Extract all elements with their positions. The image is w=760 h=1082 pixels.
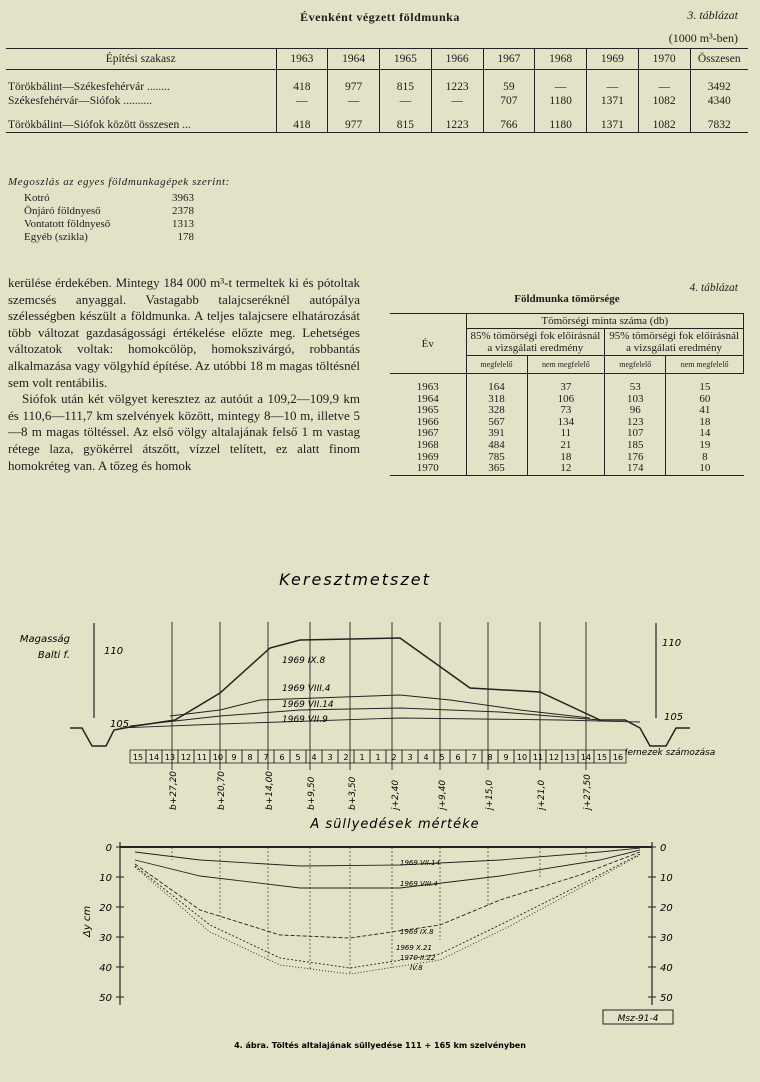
- table3: [6, 48, 748, 133]
- distribution-heading: Megoszlás az egyes földmunkagépek szerint:: [8, 176, 230, 188]
- table3-cell: 977: [328, 80, 380, 94]
- plate-number: 7: [471, 753, 477, 762]
- table3-header-cell: 1967: [483, 49, 535, 70]
- dy-tick-label-left: 30: [99, 933, 112, 944]
- dy-tick-label-left: 10: [99, 873, 112, 884]
- distribution-label: Egyéb (szikla): [24, 231, 88, 243]
- table-row: [390, 440, 744, 452]
- table4-cell: 134: [527, 417, 605, 429]
- table4-cell: 106: [527, 394, 605, 406]
- figure-title: Keresztmetszet: [279, 570, 431, 589]
- table4-cell: 15: [666, 382, 744, 394]
- plate-number: 3: [327, 753, 333, 762]
- plate-number: 10: [212, 753, 224, 762]
- plate-number: 13: [164, 753, 176, 762]
- table3-cell: Törökbálint—Siófok között összesen ...: [6, 118, 276, 133]
- table3-header-cell: Összesen: [690, 49, 748, 70]
- plates-label: lemezek számozása: [625, 748, 716, 758]
- plate-number: 10: [516, 753, 528, 762]
- list-item: [24, 218, 194, 231]
- table4-cell: 96: [605, 405, 666, 417]
- settlement-curve: [135, 854, 640, 968]
- table4-cell: 18: [666, 417, 744, 429]
- plate-number: 14: [148, 753, 160, 762]
- station-label: b+9,50: [307, 776, 317, 810]
- table3-cell: 1082: [638, 118, 690, 133]
- dy-tick-label-right: 20: [660, 903, 673, 914]
- body-text: [8, 275, 360, 474]
- table4-cell: 567: [466, 417, 527, 429]
- table3-cell: 4340: [690, 94, 748, 108]
- dy-tick-label-right: 40: [660, 963, 673, 974]
- table4-cell: 785: [466, 452, 527, 464]
- table-row: [6, 80, 748, 94]
- station-label: j+9,40: [438, 779, 448, 810]
- curve-label: 1969 VIII.4: [400, 880, 438, 888]
- table3-cell: —: [380, 94, 432, 108]
- table4-cell: 1965: [416, 404, 439, 417]
- table4-cell: 318: [466, 394, 527, 406]
- table3-cell: 815: [380, 118, 432, 133]
- distribution-value: 3963: [172, 192, 194, 204]
- plate-number: 1: [375, 753, 381, 762]
- station-label: j+27,50: [583, 774, 593, 810]
- plate-numbering-row: [130, 750, 626, 763]
- table4-cell: 391: [466, 428, 527, 440]
- curve-label: 1970 II.22: [400, 954, 436, 962]
- plate-number: 9: [231, 753, 237, 762]
- table3-cell: 1180: [535, 118, 587, 133]
- dy-tick-label-left: 20: [99, 903, 112, 914]
- table3-cell: —: [328, 94, 380, 108]
- table4-cell: 164: [466, 382, 527, 394]
- figure-caption: 4. ábra. Töltés altalajának süllyedése 111 + 165 km szelvényben: [234, 1041, 526, 1050]
- plate-number: 8: [487, 753, 493, 762]
- plate-number: 14: [580, 753, 592, 762]
- settlement-curve: [135, 855, 640, 974]
- layer-label: 1969 VIII.4: [282, 684, 331, 694]
- table4-ok-header: megfelelő: [605, 356, 666, 374]
- elev-105-left: 105: [110, 719, 130, 730]
- plate-number: 6: [455, 753, 461, 762]
- table3-header-cell: 1968: [535, 49, 587, 70]
- table3-title: Évenként végzett földmunka: [300, 10, 460, 24]
- table3-cell: 1371: [587, 118, 639, 133]
- table4-notok-header: nem megfelelő: [527, 356, 605, 374]
- plate-number: 11: [532, 753, 544, 762]
- table3-header-cell: 1964: [328, 49, 380, 70]
- table4-cell: 14: [666, 428, 744, 440]
- plate-number: 9: [503, 753, 509, 762]
- plate-number: 4: [423, 753, 429, 762]
- plate-number: 8: [247, 753, 253, 762]
- plate-number: 15: [596, 753, 608, 762]
- dy-label: Δy cm: [82, 905, 93, 937]
- table3-cell: —: [587, 80, 639, 94]
- ground-line: [120, 718, 640, 728]
- distribution-label: Kotró: [24, 192, 50, 204]
- settlement-title: A süllyedések mértéke: [310, 817, 480, 832]
- table-row: [6, 94, 748, 108]
- plate-number: 1: [359, 753, 365, 762]
- dy-tick-label-right: 50: [660, 993, 673, 1004]
- plate-number: 13: [564, 753, 576, 762]
- curve-label: 1969 VII.14: [400, 859, 441, 867]
- plate-number: 11: [196, 753, 208, 762]
- curve-label: IV.8: [410, 964, 423, 972]
- plate-number: 12: [180, 753, 192, 762]
- cross-section-figure: [0, 560, 760, 1082]
- table4-cell: 365: [466, 463, 527, 475]
- elev-105-right: 105: [664, 712, 684, 723]
- table-row: [390, 382, 744, 394]
- settlement-verticals: [172, 847, 586, 974]
- table4-cell: 1966: [416, 415, 439, 428]
- table4-number: 4. táblázat: [689, 282, 738, 294]
- table4-cell: 37: [527, 382, 605, 394]
- table4-cell: 1967: [416, 427, 439, 440]
- table4-cell: 1963: [416, 381, 439, 393]
- table3-header-cell: 1966: [431, 49, 483, 70]
- table3-number: 3. táblázat: [687, 8, 738, 22]
- table4-cell: 11: [527, 428, 605, 440]
- layer-label: 1969 VII.9: [282, 715, 328, 725]
- table4-sub-header-95: 95% tömörségi fok előírásnál a vizsgálati eredmény: [605, 329, 744, 356]
- table4-cell: 73: [527, 405, 605, 417]
- station-label: j+21,0: [537, 779, 547, 810]
- table3-cell: 977: [328, 118, 380, 133]
- dy-tick-label-left: 50: [99, 993, 112, 1004]
- distribution-label: Vontatott földnyeső: [24, 218, 111, 230]
- plate-number: 5: [439, 753, 445, 762]
- dy-tick-label-left: 0: [105, 843, 112, 854]
- table3-cell: —: [638, 80, 690, 94]
- table4-ok-header: megfelelő: [466, 356, 527, 374]
- table4-cell: 1964: [416, 392, 439, 405]
- table3-cell: Székesfehérvár—Siófok ..........: [8, 94, 153, 107]
- station-label: b+27,20: [169, 770, 179, 810]
- table3-header-cell: 1963: [276, 49, 328, 70]
- table3-cell: Törökbálint—Székesfehérvár ........: [8, 80, 170, 93]
- settlement-curve: [135, 848, 640, 866]
- table3-cell: 815: [380, 80, 432, 94]
- elev-110-right: 110: [662, 638, 682, 649]
- distribution-value: 1313: [172, 218, 194, 230]
- table4-cell: 1970: [390, 463, 466, 475]
- table3-cell: 3492: [690, 80, 748, 94]
- table3-cell: —: [431, 94, 483, 108]
- table4-cell: 10: [666, 463, 744, 475]
- table3-cell: 1223: [431, 118, 483, 133]
- table3-cell: 1082: [638, 94, 690, 108]
- table4-group-header: Tömörségi minta száma (db): [466, 314, 744, 329]
- table-row: [6, 118, 748, 133]
- table4-cell: 103: [605, 394, 666, 406]
- settlement-curve: [135, 850, 640, 888]
- dy-tick-label-right: 30: [660, 933, 673, 944]
- plate-number: 15: [132, 753, 144, 762]
- dy-tick-label-right: 0: [660, 843, 667, 854]
- embankment-profile: [70, 638, 690, 746]
- station-label: b+14,00: [265, 770, 275, 810]
- table3-unit: (1000 m³-ben): [668, 31, 738, 45]
- elev-110-left: 110: [104, 646, 124, 657]
- table4-cell: 12: [527, 463, 605, 475]
- table4-sub-header-85: 85% tömörségi fok előírásnál a vizsgálati eredmény: [466, 329, 605, 356]
- plate-number: 3: [407, 753, 413, 762]
- table3-cell: 59: [483, 80, 535, 94]
- distribution-value: 178: [177, 231, 194, 243]
- table4-year-header: Év: [390, 314, 466, 374]
- plate-number: 2: [343, 753, 349, 762]
- table3-cell: —: [276, 94, 328, 108]
- list-item: [24, 192, 194, 205]
- table4-cell: 60: [666, 394, 744, 406]
- dy-tick-label-right: 10: [660, 873, 673, 884]
- station-labels: [169, 771, 593, 812]
- plate-number: 2: [391, 753, 397, 762]
- table4-cell: 484: [466, 440, 527, 452]
- layer-label: 1969 IX.8: [282, 656, 326, 666]
- table-row: [390, 463, 744, 475]
- table3-cell: 418: [276, 118, 328, 133]
- table4-cell: 8: [666, 452, 744, 464]
- dy-ticks: [99, 843, 672, 1004]
- table4-cell: 174: [605, 463, 666, 475]
- figure-code: Msz-91-4: [617, 1014, 659, 1024]
- cross-section-svg: [0, 560, 760, 1077]
- table3-cell: —: [535, 80, 587, 94]
- dy-tick-label-left: 40: [99, 963, 112, 974]
- paragraph: kerülése érdekében. Mintegy 184 000 m³-t termeltek ki és pótoltak szemcsés anyaggal. Vastagabb talajcseréknél autópálya szélességben készült a földmunka. A teljes talajcsere elhatározását több változat gazdaságossági értékelése előzte meg. Lehetséges változatok voltak: homokcölöp, homokszivárgó, robbantás alkalmazása vagy völgyhíd építése. Az utóbbi 18 m magas töltésnél sem volt rentábilis.: [8, 275, 360, 390]
- y-label-top: Magasság: [19, 634, 70, 645]
- table3-cell: 1371: [587, 94, 639, 108]
- plate-number: 7: [263, 753, 269, 762]
- station-label: j+15,0: [485, 779, 495, 810]
- table4-cell: 176: [605, 452, 666, 464]
- table4-cell: 328: [466, 405, 527, 417]
- table4: [390, 313, 744, 476]
- table4-cell: 123: [605, 417, 666, 429]
- plate-number: 16: [612, 753, 624, 762]
- plate-number: 12: [548, 753, 560, 762]
- layer-label: 1969 VII.14: [282, 700, 334, 710]
- y-label-bottom: Balti f.: [37, 650, 70, 661]
- table4-cell: 18: [527, 452, 605, 464]
- table4-cell: 107: [605, 428, 666, 440]
- table4-cell: 1968: [416, 438, 439, 451]
- table4-title: Földmunka tömörsége: [514, 293, 620, 305]
- distribution-label: Önjáró földnyeső: [24, 205, 101, 217]
- table4-cell: 21: [527, 440, 605, 452]
- table3-header-cell: Építési szakasz: [6, 49, 276, 70]
- table3-cell: 7832: [690, 118, 748, 133]
- list-item: [24, 205, 194, 218]
- table3-cell: 418: [276, 80, 328, 94]
- table3-cell: 766: [483, 118, 535, 133]
- table3-cell: 707: [483, 94, 535, 108]
- station-label: j+2,40: [391, 779, 401, 810]
- table3-cell: 1223: [431, 80, 483, 94]
- list-item: [24, 231, 194, 244]
- plate-number: 5: [295, 753, 301, 762]
- distribution-value: 2378: [172, 205, 194, 217]
- station-label: b+3,50: [348, 776, 358, 810]
- table3-header-cell: 1970: [638, 49, 690, 70]
- station-label: b+20,70: [217, 770, 227, 810]
- curve-label: 1969 IX.8: [400, 928, 434, 936]
- table4-cell: 41: [666, 405, 744, 417]
- paragraph: Siófok után két völgyet keresztez az autóút a 109,2—109,9 km és 110,6—111,7 km szelvények között, mintegy 8—10 m, illetve 5—8 m magas töltéssel. Az első völgy altalajának felső 1 m vastag rétege laza, gyökérrel átszőtt, vízzel telített, ez alatt finom homokréteg van. A tőzeg és homok: [8, 391, 360, 473]
- table4-cell: 19: [666, 440, 744, 452]
- table3-header-cell: 1969: [587, 49, 639, 70]
- table4-cell: 1969: [416, 450, 439, 463]
- table4-cell: 53: [605, 382, 666, 394]
- plate-number: 4: [311, 753, 317, 762]
- plate-number: 6: [279, 753, 285, 762]
- table3-header-cell: 1965: [380, 49, 432, 70]
- table4-notok-header: nem megfelelő: [666, 356, 744, 374]
- table4-cell: 185: [605, 440, 666, 452]
- curve-label: 1969 X.21: [396, 944, 432, 952]
- distribution-list: [24, 192, 194, 244]
- table3-cell: 1180: [535, 94, 587, 108]
